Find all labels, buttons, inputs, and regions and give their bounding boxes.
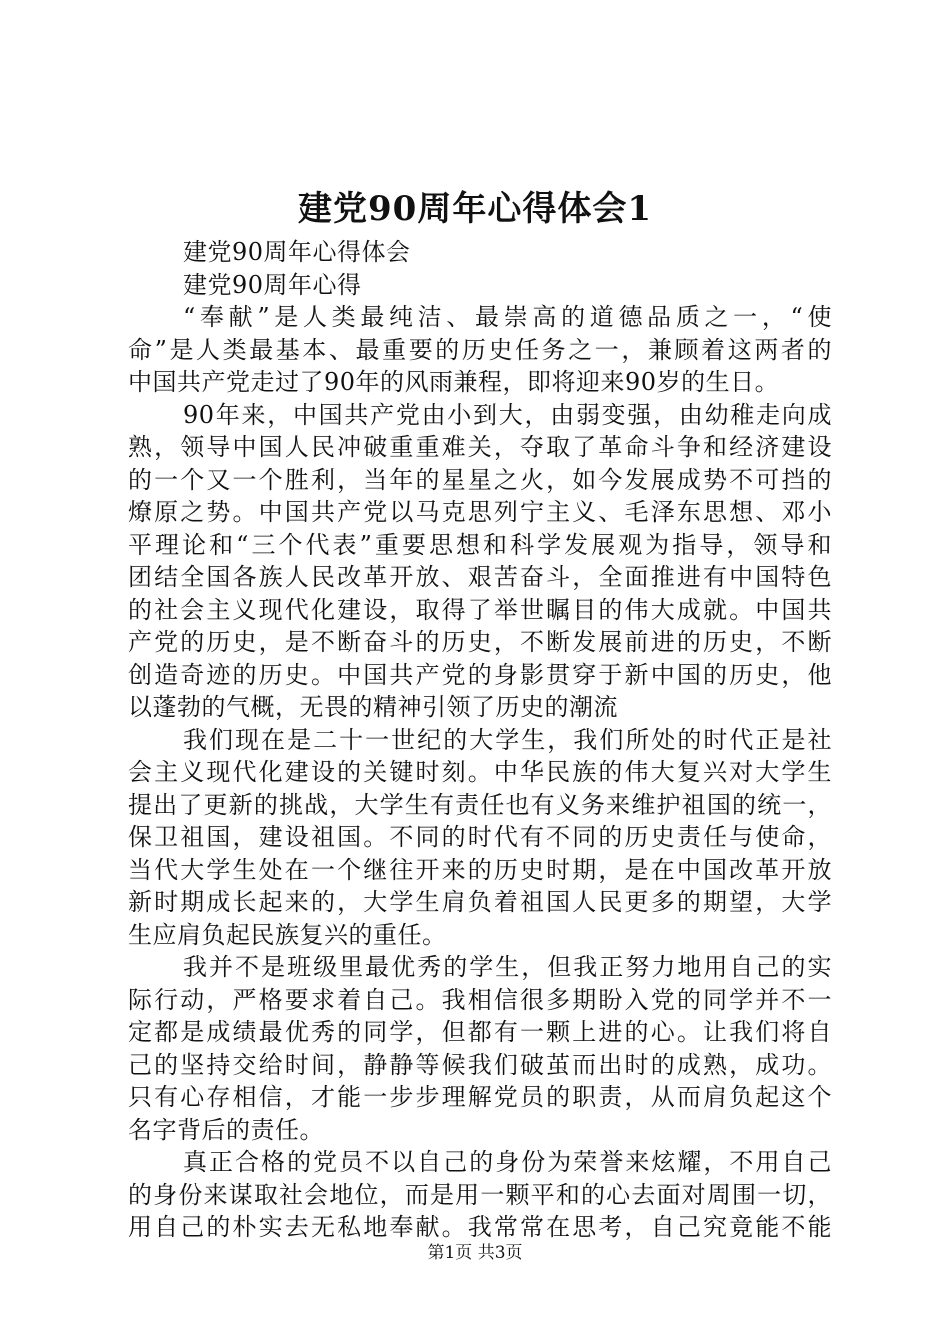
subheading: 建党90周年心得: [183, 270, 362, 299]
paragraph-line: 90年来，中国共产党由小到大，由弱变强，由幼稚走向成: [183, 400, 832, 429]
paragraph-line: 平理论和“三个代表”重要思想和科学发展观为指导，领导和: [128, 530, 832, 559]
paragraph-line: 燎原之势。中国共产党以马克思列宁主义、毛泽东思想、邓小: [128, 498, 832, 526]
paragraph-line: 的身份来谋取社会地位，而是用一颗平和的心去面对周围一切，: [128, 1180, 832, 1209]
paragraph-line: 的一个又一个胜利，当年的星星之火，如今发展成势不可挡的: [128, 465, 832, 494]
paragraph-line: 我并不是班级里最优秀的学生，但我正努力地用自己的实: [183, 953, 832, 981]
paragraph-line: 产党的历史，是不断奋斗的历史，不断发展前进的历史，不断: [128, 628, 832, 656]
paragraph-line: 名字背后的责任。: [128, 1115, 324, 1144]
paragraph-line: 定都是成绩最优秀的同学，但都有一颗上进的心。让我们将自: [128, 1018, 832, 1046]
paragraph-line: 用自己的朴实去无私地奉献。我常常在思考，自己究竟能不能: [128, 1213, 832, 1241]
paragraph-line: 会主义现代化建设的关键时刻。中华民族的伟大复兴对大学生: [128, 758, 832, 786]
paragraph-line: 只有心存相信，才能一步步理解党员的职责，从而肩负起这个: [128, 1083, 832, 1111]
paragraph-line: 以蓬勃的气概，无畏的精神引领了历史的潮流: [128, 693, 618, 721]
paragraph-line: 提出了更新的挑战，大学生有责任也有义务来维护祖国的统一，: [128, 790, 832, 819]
paragraph-line: 熟，领导中国人民冲破重重难关，夺取了革命斗争和经济建设: [128, 433, 832, 461]
page-number-footer: 第1页 共3页: [427, 1243, 523, 1263]
paragraph-line: 保卫祖国，建设祖国。不同的时代有不同的历史责任与使命，: [128, 823, 832, 851]
paragraph-line: 的社会主义现代化建设，取得了举世瞩目的伟大成就。中国共: [128, 595, 832, 624]
paragraph-line: “奉献”是人类最纯洁、最崇高的道德品质之一，“使: [183, 303, 832, 331]
paragraph-line: 新时期成长起来的，大学生肩负着祖国人民更多的期望，大学: [128, 888, 832, 916]
paragraph-line: 命”是人类最基本、最重要的历史任务之一，兼顾着这两者的: [128, 335, 832, 364]
paragraph-line: 创造奇迹的历史。中国共产党的身影贯穿于新中国的历史，他: [128, 660, 832, 689]
document-body: [128, 236, 832, 1244]
paragraph-line: 当代大学生处在一个继往开来的历史时期，是在中国改革开放: [128, 855, 832, 884]
paragraph-line: 己的坚持交给时间，静静等候我们破茧而出时的成熟，成功。: [128, 1050, 832, 1079]
paragraph-line: 际行动，严格要求着自己。我相信很多期盼入党的同学并不一: [128, 985, 832, 1014]
paragraph-line: 真正合格的党员不以自己的身份为荣誉来炫耀，不用自己: [183, 1148, 832, 1176]
document-title: 建党90周年心得体会1: [298, 189, 652, 229]
paragraph-line: 中国共产党走过了90年的风雨兼程，即将迎来90岁的生日。: [128, 368, 780, 396]
subheading: 建党90周年心得体会: [183, 238, 411, 266]
paragraph-line: 我们现在是二十一世纪的大学生，我们所处的时代正是社: [183, 725, 832, 754]
paragraph-line: 团结全国各族人民改革开放、艰苦奋斗，全面推进有中国特色: [128, 563, 832, 591]
paragraph-line: 生应肩负起民族复兴的重任。: [128, 920, 447, 949]
